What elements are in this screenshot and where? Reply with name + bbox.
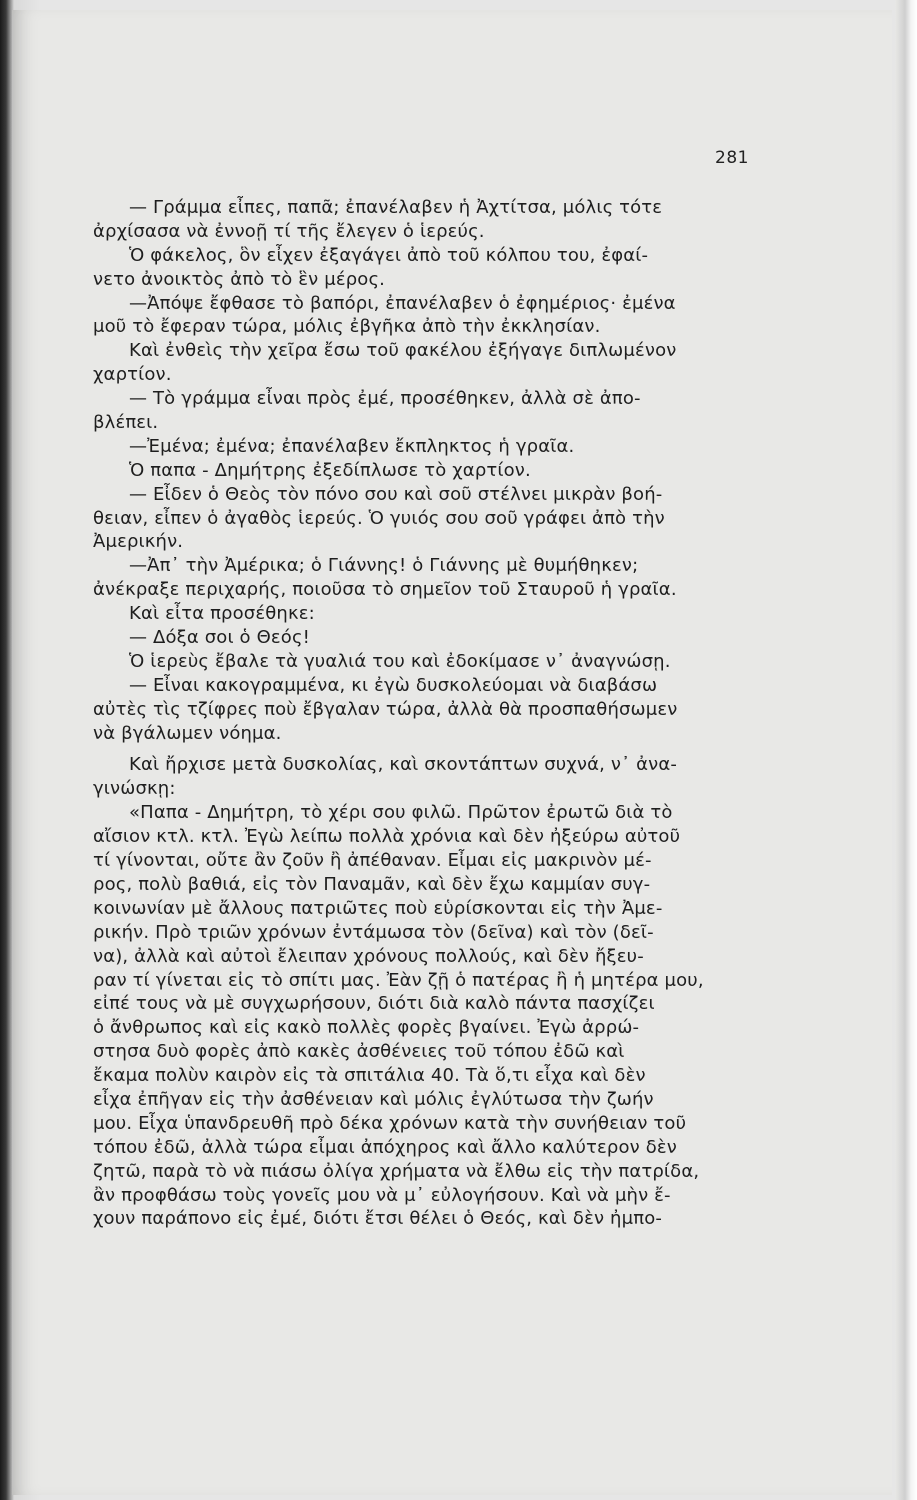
text-line: αἴσιον κτλ. κτλ. Ἐγὼ λείπω πολλὰ χρόνια καὶ δὲν ἠξεύρω αὐτοῦ (93, 826, 681, 848)
text-line: — Γράμμα εἶπες, παπᾶ; ἐπανέλαβεν ἡ Ἀχτίτσα, μόλις τότε (129, 197, 663, 218)
text-line: χουν παράπονο εἰς ἐμέ, διότι ἔτσι θέλει ὁ Θεός, καὶ δὲν ἠμπο- (93, 1208, 662, 1230)
text-line: μοῦ τὸ ἔφεραν τώρα, μόλις ἐβγῆκα ἀπὸ τὴν ἐκκλησίαν. (93, 316, 601, 338)
text-line: τόπου ἐδῶ, ἀλλὰ τώρα εἶμαι ἀπόχηρος καὶ ἄλλο καλύτερον δὲν (93, 1136, 677, 1158)
text-line: αὐτὲς τὶς τζίφρες ποὺ ἔβγαλαν τώρα, ἀλλὰ θὰ προσπαθήσωμεν (93, 698, 678, 720)
text-line: τί γίνονται, οὔτε ἂν ζοῦν ἢ ἀπέθαναν. Εἶμαι εἰς μακρινὸν μέ- (93, 850, 652, 872)
text-line: «Παπα - Δημήτρη, τὸ χέρι σου φιλῶ. Πρῶτον ἐρωτῶ διὰ τὸ (129, 802, 673, 824)
text-line: ὁ ἄνθρωπος καὶ εἰς κακὸ πολλὲς φορὲς βγαίνει. Ἐγὼ ἀρρώ- (93, 1017, 640, 1039)
text-line: — Εἶναι κακογραμμένα, κι ἐγὼ δυσκολεύομαι νὰ διαβάσω (129, 674, 658, 696)
text-line: ἀρχίσασα νὰ ἐννοῇ τί τῆς ἔλεγεν ὁ ἱερεύς. (93, 220, 485, 242)
text-line: — Εἶδεν ὁ Θεὸς τὸν πόνο σου καὶ σοῦ στέλνει μικρὰν βοή- (129, 483, 663, 505)
text-line: μου. Εἶχα ὑπανδρευθῆ πρὸ δέκα χρόνων κατὰ τὴν συνήθειαν τοῦ (93, 1112, 687, 1134)
text-line: νὰ βγάλωμεν νόημα. (93, 722, 282, 744)
text-line: ραν τί γίνεται εἰς τὸ σπίτι μας. Ἐὰν ζῇ ὁ πατέρας ἢ ἡ μητέρα μου, (93, 969, 704, 991)
text-line: ἀνέκραξε περιχαρής, ποιοῦσα τὸ σημεῖον τοῦ Σταυροῦ ἡ γραῖα. (93, 579, 677, 601)
text-line: ρικήν. Πρὸ τριῶν χρόνων ἐντάμωσα τὸν (δεῖνα) καὶ τὸν (δεῖ- (93, 921, 654, 943)
text-line: χαρτίον. (93, 364, 172, 386)
text-line: Ὁ ἱερεὺς ἔβαλε τὰ γυαλιά του καὶ ἐδοκίμασε ν᾿ ἀναγνώσῃ. (129, 650, 671, 672)
text-line: Ὁ παπα - Δημήτρης ἐξεδίπλωσε τὸ χαρτίον. (129, 459, 531, 481)
text-line: εἶχα ἐπῆγαν εἰς τὴν ἀσθένειαν καὶ μόλις ἐγλύτωσα τὴν ζωήν (93, 1088, 654, 1110)
body-text (93, 196, 783, 1231)
page-number: 281 (715, 148, 749, 168)
text-line: εἰπέ τους νὰ μὲ συγχωρήσουν, διότι διὰ καλὸ πάντα πασχίζει (93, 993, 655, 1015)
text-line: στησα δυὸ φορὲς ἀπὸ κακὲς ἀσθένειες τοῦ τόπου ἐδῶ καὶ (93, 1041, 625, 1063)
text-line: —Ἐμένα; ἐμένα; ἐπανέλαβεν ἔκπληκτος ἡ γραῖα. (129, 435, 575, 457)
text-line: Ἀμερικήν. (93, 531, 184, 553)
text-line: νετο ἀνοικτὸς ἀπὸ τὸ ἓν μέρος. (93, 268, 386, 290)
text-line: Καὶ ἤρχισε μετὰ δυσκολίας, καὶ σκοντάπτων συχνά, ν᾿ ἀνα- (129, 754, 677, 776)
text-line: Καὶ εἶτα προσέθηκε: (129, 603, 315, 625)
page-edge (895, 0, 917, 1500)
text-line: γινώσκῃ: (93, 778, 176, 800)
text-line: ζητῶ, παρὰ τὸ νὰ πιάσω ὀλίγα χρήματα νὰ ἔλθω εἰς τὴν πατρίδα, (93, 1160, 700, 1182)
text-line: ἔκαμα πολὺν καιρὸν εἰς τὰ σπιτάλια 40. Τὰ ὅ,τι εἶχα καὶ δὲν (93, 1065, 646, 1087)
text-line: Ὁ φάκελος, ὃν εἶχεν ἐξαγάγει ἀπὸ τοῦ κόλπου του, ἐφαί- (129, 244, 649, 266)
text-line: ἂν προφθάσω τοὺς γονεῖς μου νὰ μ᾿ εὐλογήσουν. Καὶ νὰ μὴν ἔ- (93, 1184, 671, 1206)
text-line: —Ἀπ᾿ τὴν Ἀμέρικα; ὁ Γιάννης! ὁ Γιάννης μὲ θυμήθηκεν; (129, 555, 639, 577)
text-line: κοινωνίαν μὲ ἄλλους πατριῶτες ποὺ εὑρίσκονται εἰς τὴν Ἀμε- (93, 897, 663, 919)
text-line: να), ἀλλὰ καὶ αὐτοὶ ἔλειπαν χρόνους πολλούς, καὶ δὲν ἤξευ- (93, 945, 644, 967)
text-line: ρος, πολὺ βαθιά, εἰς τὸν Παναμᾶν, καὶ δὲν ἔχω καμμίαν συγ- (93, 873, 651, 895)
text-line: —Ἀπόψε ἔφθασε τὸ βαπόρι, ἐπανέλαβεν ὁ ἐφημέριος· ἐμένα (129, 292, 676, 314)
text-line: — Δόξα σοι ὁ Θεός! (129, 627, 311, 649)
text-line: Καὶ ἐνθεὶς τὴν χεῖρα ἔσω τοῦ φακέλου ἐξήγαγε διπλωμένον (129, 340, 677, 362)
text-line: θειαν, εἶπεν ὁ ἀγαθὸς ἱερεύς. Ὁ γυιός σου σοῦ γράφει ἀπὸ τὴν (93, 507, 665, 529)
text-line: — Τὸ γράμμα εἶναι πρὸς ἐμέ, προσέθηκεν, ἀλλὰ σὲ ἀπο- (129, 388, 641, 410)
text-line: βλέπει. (93, 412, 159, 434)
book-page (12, 10, 892, 1495)
